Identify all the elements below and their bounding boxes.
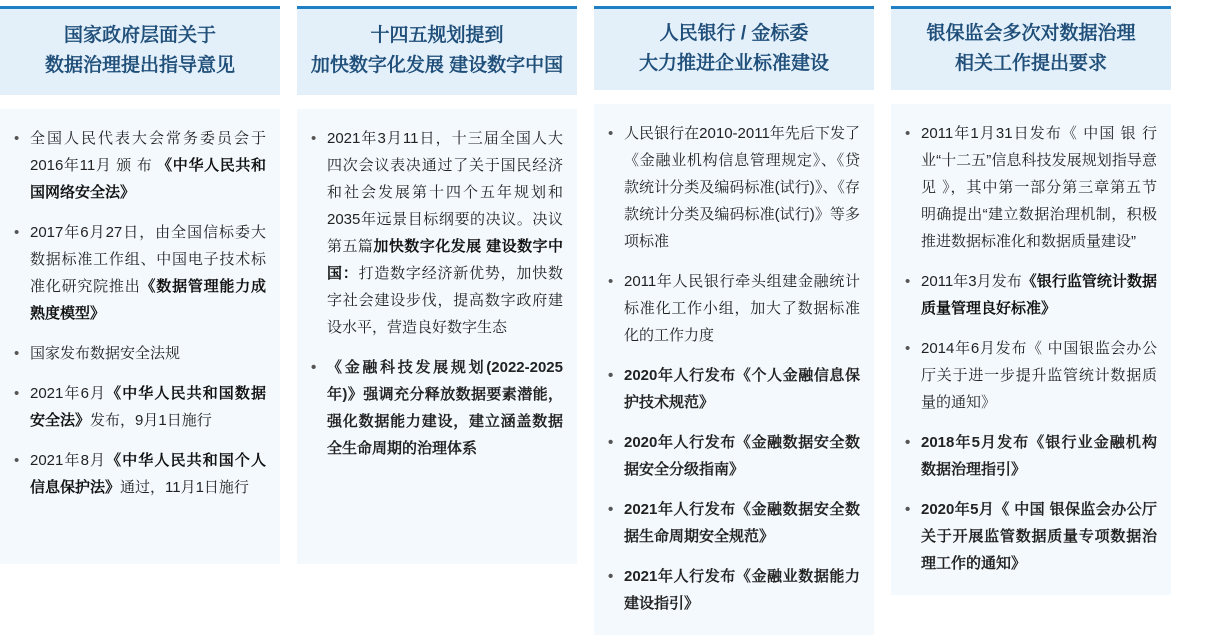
list-item-text: 《金融科技发展规划(2022-2025年)》强调充分释放数据要素潜能，强化数据能力建设，建立涵盖数据全生命周期的治理体系 xyxy=(327,359,563,457)
list-item xyxy=(10,125,266,206)
list-item-text: 2021年人行发布《金融数据安全数据生命周期安全规范》 xyxy=(624,501,860,545)
column-body-2 xyxy=(297,109,577,564)
policy-column-4 xyxy=(891,6,1171,572)
list-item xyxy=(901,335,1157,416)
list-item-text: 《中华人民共和国数据安全法》 xyxy=(30,385,266,429)
bullet-list-2 xyxy=(307,125,563,462)
list-item-text: 《数据管理能力成熟度模型》 xyxy=(30,278,266,322)
list-item-text: 全国人民代表大会常务委员会于2016年11月 颁 布 xyxy=(30,130,266,174)
column-body-3 xyxy=(594,104,874,635)
column-header-1 xyxy=(0,6,280,95)
column-header-2-line-2: 加快数字化发展 建设数字中国 xyxy=(310,55,564,76)
list-item-text: 2021年人行发布《金融业数据能力建设指引》 xyxy=(624,568,860,612)
list-item-text: 2014年6月发布《 中国银监会办公厅关于进一步提升监管统计数据质量的通知》 xyxy=(921,340,1157,411)
column-header-1-line-2: 数据治理提出指导意见 xyxy=(44,55,235,76)
list-item xyxy=(604,268,860,349)
list-item-text: 《中华人民共和国网络安全法》 xyxy=(30,157,266,201)
list-item xyxy=(10,219,266,327)
list-item-text: 2011年3月发布 xyxy=(921,273,1022,290)
policy-column-2 xyxy=(297,6,577,564)
policy-column-3 xyxy=(594,6,874,612)
list-item xyxy=(604,362,860,416)
list-item xyxy=(901,429,1157,483)
list-item-text: 《银行监管统计数据质量管理良好标准》 xyxy=(921,273,1157,317)
list-item-text: 打造数字经济新优势，加快数字社会建设步伐，提高数字政府建设水平，营造良好数字生态 xyxy=(327,265,563,336)
list-item-text: 2017年6月27日，由全国信标委大数据标准工作组、中国电子技术标准化研究院推出 xyxy=(30,224,266,295)
list-item xyxy=(10,447,266,501)
bullet-list-1 xyxy=(10,125,266,501)
list-item-text: 2021年6月 xyxy=(30,385,107,402)
list-item-text: 通过，11月1日施行 xyxy=(120,479,249,496)
list-item-text: 2021年3月11日，十三届全国人大四次会议表决通过了关于国民经济和社会发展第十四个五年规划和2035年远景目标纲要的决议。决议第五篇 xyxy=(327,130,563,255)
list-item xyxy=(604,429,860,483)
column-body-4 xyxy=(891,104,1171,595)
list-item-text: 2011年人民银行牵头组建金融统计标准化工作小组，加大了数据标准化的工作力度 xyxy=(624,273,860,344)
list-item-text: 人民银行在2010-2011年先后下发了《金融业机构信息管理规定》、《贷款统计分类及编码标准(试行)》、《存款统计分类及编码标准(试行)》等多项标准 xyxy=(624,125,860,250)
list-item-text: 加快数字化发展 建设数字中国： xyxy=(327,238,563,282)
list-item xyxy=(10,380,266,434)
list-item xyxy=(901,120,1157,255)
column-header-4-line-1: 银保监会多次对数据治理 xyxy=(926,22,1136,44)
list-item-text: 发布，9月1日施行 xyxy=(90,412,212,429)
list-item xyxy=(604,563,860,617)
list-item xyxy=(901,268,1157,322)
list-item-text: 2011年1月31日发布《 中国 银 行业“十二五”信息科技发展规划指导意见 》，其中第一部分第三章第五节明确提出“建立数据治理机制，积极推进数据标准化和数据质量建设” xyxy=(921,125,1157,250)
column-header-4 xyxy=(891,6,1171,90)
list-item-text: 国家发布数据安全法规 xyxy=(30,345,181,362)
column-header-2-line-1: 十四五规划提到 xyxy=(370,25,504,46)
column-header-3 xyxy=(594,6,874,90)
column-header-3-line-2: 大力推进企业标准建设 xyxy=(638,52,829,74)
column-header-3-line-1: 人民银行 / 金标委 xyxy=(659,22,809,44)
list-item xyxy=(10,340,266,367)
bullet-list-4 xyxy=(901,120,1157,577)
list-item-text: 2018年5月发布《银行业金融机构数据治理指引》 xyxy=(921,434,1157,478)
list-item xyxy=(307,354,563,462)
column-body-1 xyxy=(0,109,280,564)
list-item-text: 2020年5月《 中国 银保监会办公厅关于开展监管数据质量专项数据治理工作的通知》 xyxy=(921,501,1157,572)
list-item-text: 2020年人行发布《个人金融信息保护技术规范》 xyxy=(624,367,860,411)
list-item xyxy=(901,496,1157,577)
policy-column-1 xyxy=(0,6,280,564)
column-header-4-line-2: 相关工作提出要求 xyxy=(954,52,1107,74)
list-item xyxy=(604,496,860,550)
bullet-list-3 xyxy=(604,120,860,617)
column-header-1-line-1: 国家政府层面关于 xyxy=(63,25,216,46)
column-header-2 xyxy=(297,6,577,95)
list-item xyxy=(307,125,563,341)
list-item-text: 《中华人民共和国个人信息保护法》 xyxy=(30,452,266,496)
list-item-text: 2021年8月 xyxy=(30,452,107,469)
list-item-text: 2020年人行发布《金融数据安全数据安全分级指南》 xyxy=(624,434,860,478)
list-item xyxy=(604,120,860,255)
